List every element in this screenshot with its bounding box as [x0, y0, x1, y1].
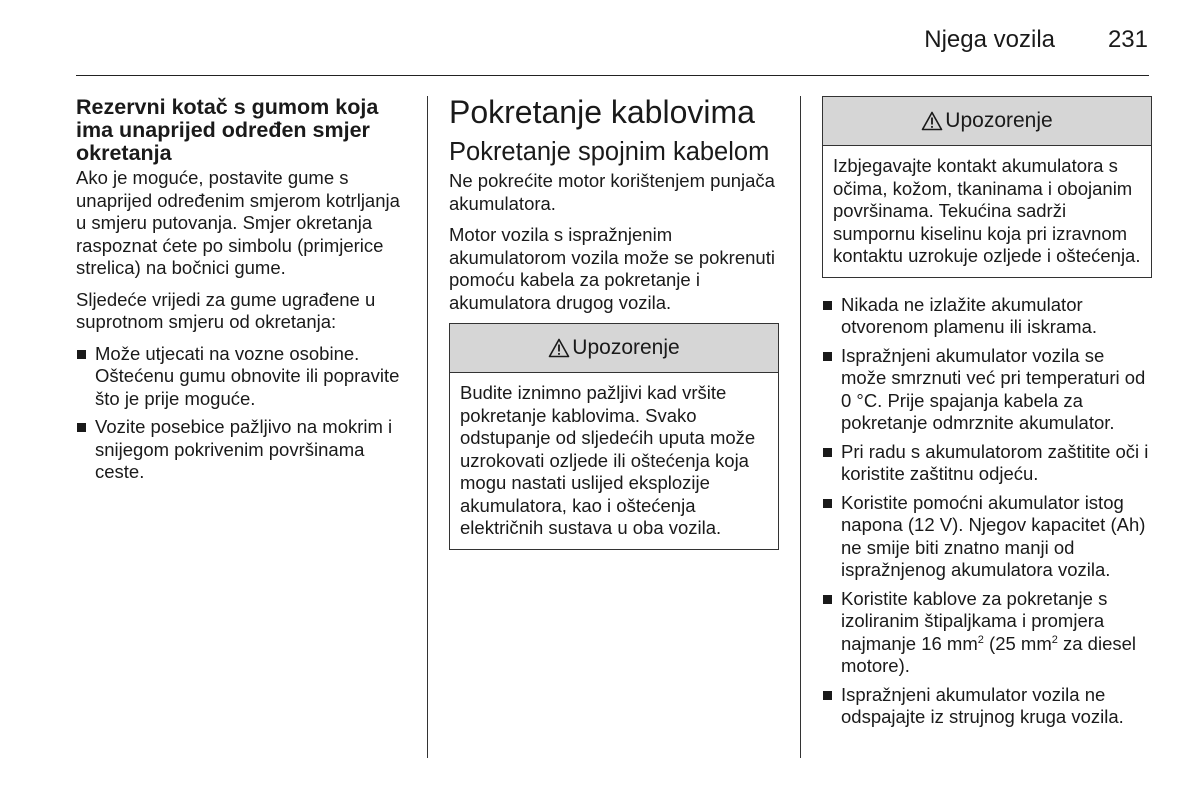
section-heading-spare-wheel: Rezervni kotač s gumom koja ima unaprijed određen smjer okretanja [76, 95, 379, 165]
superscript: 2 [1051, 633, 1058, 646]
page-section-title: Njega vozila [924, 26, 1055, 53]
cable-text-part: (25 mm [983, 632, 1052, 654]
paragraph: Ne pokrećite motor korištenjem punjača akumulatora. [449, 170, 775, 214]
bullet-list [76, 343, 411, 484]
bullet-square-icon [823, 499, 832, 508]
column-right [822, 96, 1152, 735]
page-number: 231 [1107, 26, 1148, 53]
bullet-square-icon [823, 448, 832, 457]
column-middle [449, 96, 779, 550]
list-item-text: Ispražnjeni akumulator vozila se može smrznuti već pri temperaturi od 0 °C. Prije spajanja kabela za pokretanje odmrznite akumulator. [841, 344, 1146, 433]
column-left [76, 96, 411, 490]
column-divider-1 [427, 96, 428, 758]
bullet-list [822, 294, 1152, 729]
list-item [822, 294, 1152, 339]
main-heading: Pokretanje kablovima [449, 94, 755, 130]
warning-text: Budite iznimno pažljivi kad vršite pokretanje kablovima. Svako odstupanje od sljedećih uputa može uzrokovati ozljede ili oštećenja koja mogu nastati uslijed eksplozije akumulatora, kao i oštećenja električnih sustava u oba vozila. [460, 382, 756, 538]
warning-box [449, 323, 779, 550]
list-item-text [841, 588, 1136, 677]
list-item [76, 416, 411, 484]
warning-triangle-icon [548, 338, 570, 358]
bullet-square-icon [823, 352, 832, 361]
sub-heading: Pokretanje spojnim kabelom [449, 138, 770, 166]
superscript: 2 [977, 633, 984, 646]
list-item-text: Nikada ne izlažite akumulator otvorenom plamenu ili iskrama. [841, 293, 1098, 337]
list-item-text: Vozite posebice pažljivo na mokrim i snijegom pokrivenim površinama ceste. [95, 416, 393, 482]
paragraph: Motor vozila s ispražnjenim akumulatorom vozila može se pokrenuti pomoću kabela za pokretanje i akumulatora drugog vozila. [449, 224, 775, 313]
list-item-text: Ispražnjeni akumulator vozila ne odspajajte iz strujnog kruga vozila. [841, 683, 1124, 727]
warning-title: Upozorenje [572, 336, 680, 359]
list-item [822, 588, 1152, 678]
list-item [822, 345, 1152, 435]
cable-text-part: za diesel motore). [841, 632, 1137, 676]
warning-triangle-icon [921, 111, 943, 131]
header-divider [76, 75, 1149, 76]
paragraph: Ako je moguće, postavite gume s unaprijed određenim smjerom kotrljanja u smjeru putovanja. Smjer okretanja raspoznat ćete po simbolu (primjerice strelica) na bočnici gume. [76, 167, 400, 278]
column-divider-2 [800, 96, 801, 758]
paragraph: Sljedeće vrijedi za gume ugrađene u suprotnom smjeru od okretanja: [76, 288, 376, 332]
list-item-text: Pri radu s akumulatorom zaštitite oči i koristite zaštitnu odjeću. [841, 440, 1149, 484]
warning-box [822, 96, 1152, 278]
warning-text: Izbjegavajte kontakt akumulatora s očima, kožom, tkaninama i obojanim površinama. Tekućina sadrži sumpornu kiselinu koja pri izravnom kontaktu uzrokuje ozljede i oštećenja. [833, 155, 1141, 266]
list-item [76, 343, 411, 411]
warning-header [823, 97, 1151, 146]
warning-header [450, 324, 778, 373]
list-item [822, 492, 1152, 582]
list-item-text: Koristite pomoćni akumulator istog napona (12 V). Njegov kapacitet (Ah) ne smije biti znatno manji od ispražnjenog akumulatora vozila. [841, 491, 1146, 580]
bullet-square-icon [77, 350, 86, 359]
bullet-square-icon [823, 691, 832, 700]
bullet-square-icon [823, 595, 832, 604]
warning-title: Upozorenje [945, 109, 1053, 132]
list-item [822, 684, 1152, 729]
list-item [822, 441, 1152, 486]
bullet-square-icon [823, 301, 832, 310]
list-item-text: Može utjecati na vozne osobine. Oštećenu gumu obnovite ili popravite što je prije moguće. [95, 342, 400, 409]
bullet-square-icon [77, 423, 86, 432]
cable-text-part: Koristite kablove za pokretanje s izoliranim štipaljkama i promjera najmanje 16 mm [841, 587, 1108, 654]
